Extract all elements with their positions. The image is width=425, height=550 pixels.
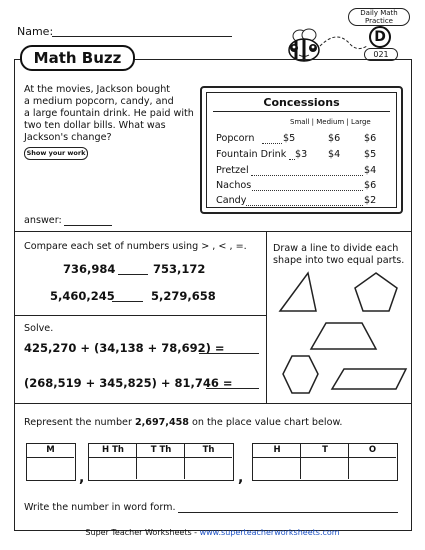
hexagon-shape	[283, 356, 318, 393]
trapezoid-shape	[311, 323, 376, 349]
pentagon-shape	[355, 273, 397, 311]
price-large: $6	[364, 133, 377, 144]
badge-line1: Daily Math	[360, 9, 398, 17]
compare-number: 5,460,245	[50, 289, 115, 303]
problem-line: a large fountain drink. He paid with	[24, 108, 194, 119]
compare-blank[interactable]	[118, 274, 148, 275]
column-header: T	[301, 444, 349, 458]
menu-item-name: Nachos	[216, 180, 252, 191]
badge-number: 021	[364, 48, 398, 61]
column-divider	[136, 444, 137, 479]
solve-blank[interactable]	[206, 388, 259, 389]
divider	[14, 315, 266, 316]
column-divider	[300, 444, 301, 479]
answer-blank[interactable]	[64, 225, 112, 226]
word-form-blank[interactable]	[178, 512, 398, 513]
column-header: T Th	[137, 444, 185, 458]
size-header: Small | Medium | Large	[290, 118, 371, 126]
placevalue-table-thousands	[88, 443, 234, 481]
solve-label: Solve.	[24, 323, 54, 334]
placevalue-table-millions	[26, 443, 76, 481]
compare-number: 736,984	[63, 262, 116, 276]
price: $2	[364, 195, 377, 206]
price: $6	[364, 180, 377, 191]
solve-equation: 425,270 + (34,138 + 78,692) =	[24, 341, 225, 355]
solve-equation: (268,519 + 345,825) + 81,746 =	[24, 376, 233, 390]
shapes-instruction-line: Draw a line to divide each	[273, 243, 399, 254]
menu-item-name: Fountain Drink	[216, 149, 287, 160]
column-divider	[184, 444, 185, 479]
parallelogram-shape	[332, 369, 406, 389]
comma: ,	[79, 470, 85, 486]
menu-item-name: Candy	[216, 195, 247, 206]
column-header: O	[349, 444, 396, 458]
price: $4	[364, 165, 377, 176]
leader	[251, 175, 363, 176]
leader	[262, 143, 282, 144]
column-header: Th	[185, 444, 232, 458]
target-number: 2,697,458	[134, 417, 189, 428]
comma: ,	[238, 470, 244, 486]
menu-item-name: Popcorn	[216, 133, 255, 144]
triangle-shape	[280, 273, 316, 311]
problem-line: Jackson's change?	[24, 132, 112, 143]
badge-letter: D	[369, 26, 391, 48]
solve-blank[interactable]	[199, 353, 259, 354]
instruction-text: on the place value chart below.	[188, 417, 343, 428]
shapes-area	[266, 231, 412, 403]
concessions-title: Concessions	[263, 96, 340, 109]
problem-line: At the movies, Jackson bought	[24, 84, 171, 95]
daily-practice-badge	[348, 8, 410, 26]
badge-line2: Practice	[365, 16, 393, 25]
footer	[0, 528, 425, 537]
answer-label: answer:	[24, 215, 62, 226]
price-medium: $4	[328, 149, 341, 160]
compare-number: 753,172	[153, 262, 206, 276]
menu-item-name: Pretzel	[216, 165, 249, 176]
word-form-label: Write the number in word form.	[24, 502, 176, 513]
price-small: $5	[283, 133, 296, 144]
name-field[interactable]	[52, 36, 232, 37]
divider	[213, 111, 390, 112]
shapes-instruction-line: shape into two equal parts.	[273, 255, 405, 266]
compare-number: 5,279,658	[151, 289, 216, 303]
column-divider	[348, 444, 349, 479]
placevalue-instruction	[24, 417, 342, 429]
leader	[246, 205, 363, 206]
price-medium: $6	[328, 133, 341, 144]
word-problem	[24, 84, 194, 144]
placevalue-table-ones	[252, 443, 398, 481]
compare-blank[interactable]	[112, 301, 143, 302]
page-title: Math Buzz	[20, 45, 135, 71]
problem-line: two ten dollar bills. What was	[24, 120, 166, 131]
compare-instruction: Compare each set of numbers using > , < , =.	[24, 241, 247, 252]
name-label: Name:	[17, 25, 54, 38]
leader	[252, 190, 363, 191]
footer-link[interactable]: www.superteacherworksheets.com	[199, 528, 340, 537]
column-header: M	[27, 444, 74, 458]
column-header: H	[253, 444, 301, 458]
footer-text: Super Teacher Worksheets -	[85, 528, 200, 537]
price-large: $5	[364, 149, 377, 160]
divider	[14, 403, 412, 404]
column-header: H Th	[89, 444, 137, 458]
show-work-label: Show your work	[24, 147, 88, 160]
instruction-text: Represent the number	[24, 417, 135, 428]
price-small: $3	[295, 149, 308, 160]
problem-line: a medium popcorn, candy, and	[24, 96, 174, 107]
